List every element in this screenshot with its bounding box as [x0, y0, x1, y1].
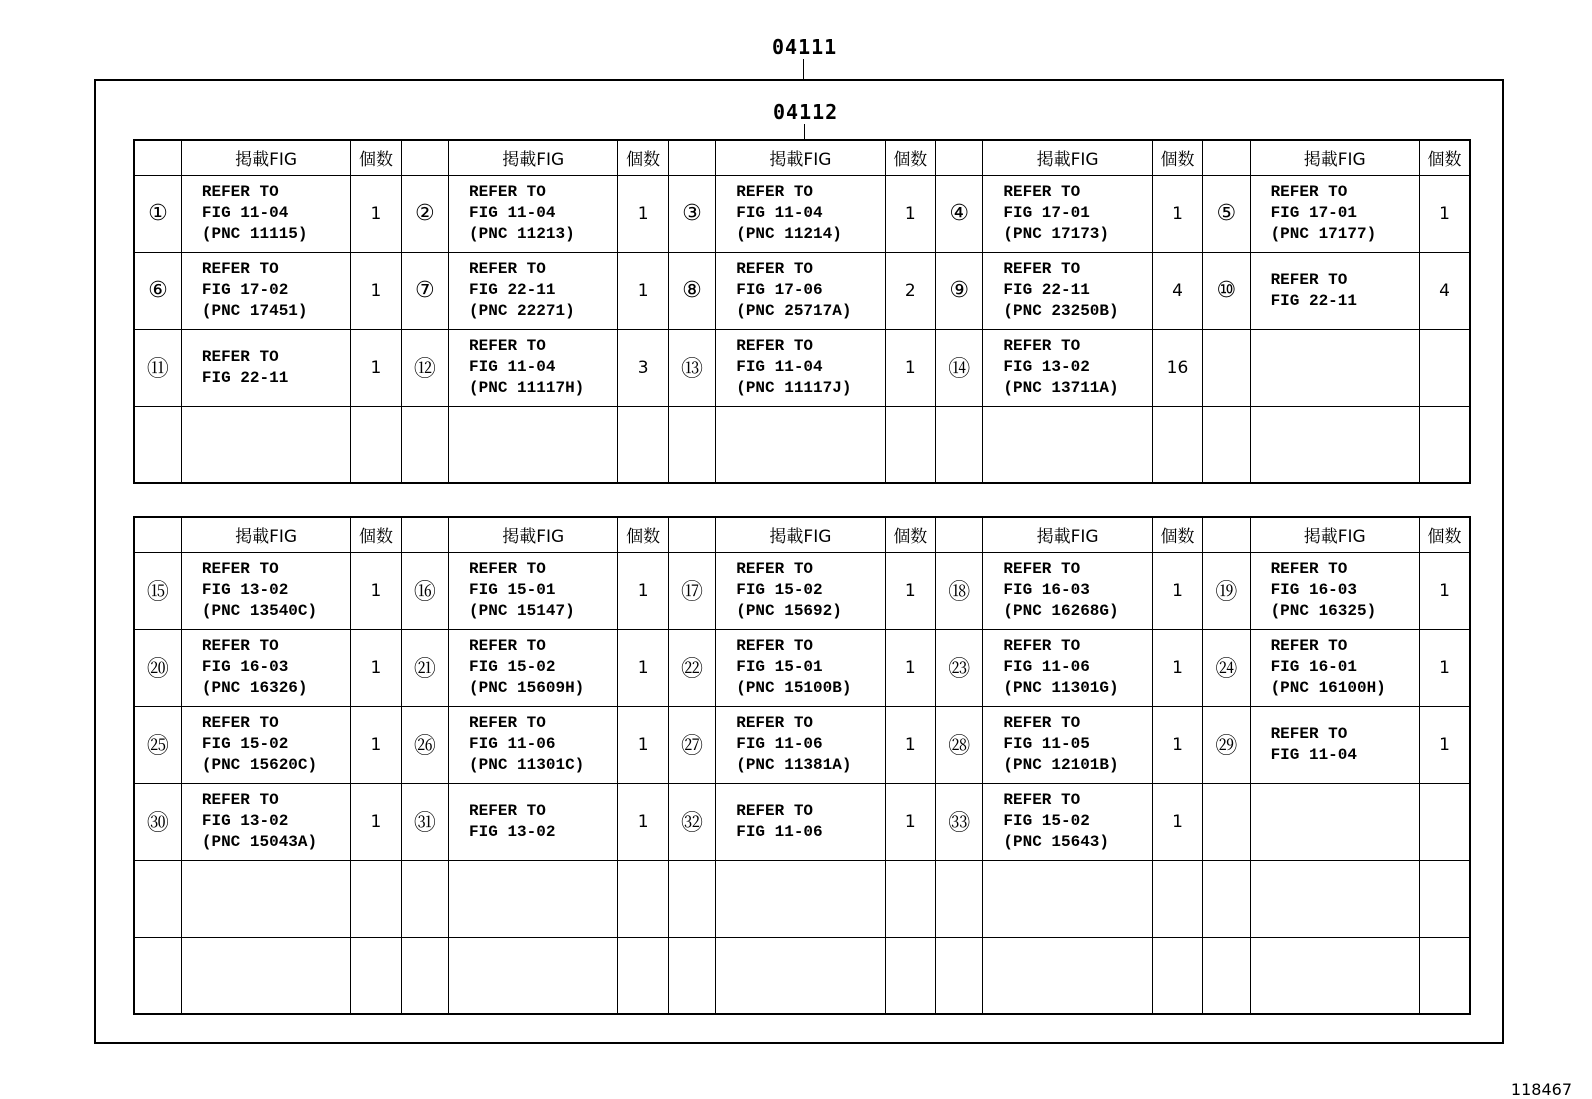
- item-number: ⑩: [1203, 252, 1250, 329]
- quantity: 1: [351, 629, 401, 706]
- fig-reference: [181, 937, 350, 1014]
- fig-reference: REFER TO FIG 15-02 (PNC 15692): [716, 552, 885, 629]
- quantity: 1: [885, 706, 935, 783]
- item-number: [936, 406, 983, 483]
- quantity: [1419, 783, 1470, 860]
- fig-reference: REFER TO FIG 13-02 (PNC 13711A): [983, 329, 1152, 406]
- quantity: 1: [618, 552, 668, 629]
- item-number: [668, 406, 715, 483]
- item-number: ⑮: [134, 552, 181, 629]
- quantity: [1419, 406, 1470, 483]
- fig-reference: [716, 860, 885, 937]
- quantity: [351, 860, 401, 937]
- header-num-cell: [134, 517, 181, 552]
- quantity: 3: [618, 329, 668, 406]
- inner-leader-line: [804, 124, 805, 140]
- quantity: 1: [618, 175, 668, 252]
- item-number: ㉖: [401, 706, 448, 783]
- item-number: ㉑: [401, 629, 448, 706]
- quantity: 1: [618, 629, 668, 706]
- fig-reference: [1250, 783, 1419, 860]
- fig-reference: [449, 406, 618, 483]
- item-number: [134, 406, 181, 483]
- fig-reference: [716, 406, 885, 483]
- header-qty-cell: 個数: [1419, 140, 1470, 175]
- table-row: [134, 783, 1470, 860]
- quantity: 1: [1419, 552, 1470, 629]
- item-number: ㉗: [668, 706, 715, 783]
- quantity: 1: [618, 783, 668, 860]
- table-row: [134, 175, 1470, 252]
- fig-reference: REFER TO FIG 17-01 (PNC 17177): [1250, 175, 1419, 252]
- quantity: 1: [618, 706, 668, 783]
- table-row: [134, 706, 1470, 783]
- quantity: [1152, 937, 1202, 1014]
- header-qty-cell: 個数: [618, 140, 668, 175]
- fig-reference: REFER TO FIG 17-01 (PNC 17173): [983, 175, 1152, 252]
- fig-reference: REFER TO FIG 15-02 (PNC 15620C): [181, 706, 350, 783]
- fig-reference: [983, 937, 1152, 1014]
- item-number: ㉘: [936, 706, 983, 783]
- header-num-cell: [1203, 140, 1250, 175]
- fig-reference: REFER TO FIG 17-02 (PNC 17451): [181, 252, 350, 329]
- item-number: ⑥: [134, 252, 181, 329]
- item-number: [668, 860, 715, 937]
- item-number: ⑭: [936, 329, 983, 406]
- fig-reference: REFER TO FIG 11-06 (PNC 11301C): [449, 706, 618, 783]
- page-id: 118467: [1510, 1080, 1572, 1099]
- item-number: [134, 860, 181, 937]
- header-qty-cell: 個数: [1152, 517, 1202, 552]
- header-num-cell: [401, 140, 448, 175]
- item-number: ②: [401, 175, 448, 252]
- item-number: ㉕: [134, 706, 181, 783]
- item-number: ⑧: [668, 252, 715, 329]
- header-num-cell: [668, 140, 715, 175]
- item-number: ㉜: [668, 783, 715, 860]
- fig-reference: REFER TO FIG 13-02: [449, 783, 618, 860]
- item-number: [1203, 860, 1250, 937]
- quantity: [351, 406, 401, 483]
- fig-reference: REFER TO FIG 15-01 (PNC 15147): [449, 552, 618, 629]
- table-row: [134, 552, 1470, 629]
- fig-reference: [716, 937, 885, 1014]
- fig-reference: REFER TO FIG 11-06 (PNC 11301G): [983, 629, 1152, 706]
- quantity: [1419, 860, 1470, 937]
- quantity: [1152, 860, 1202, 937]
- quantity: 1: [885, 552, 935, 629]
- fig-reference: REFER TO FIG 16-01 (PNC 16100H): [1250, 629, 1419, 706]
- header-num-cell: [936, 140, 983, 175]
- fig-reference: REFER TO FIG 11-04 (PNC 11214): [716, 175, 885, 252]
- item-number: [1203, 406, 1250, 483]
- item-number: ㉛: [401, 783, 448, 860]
- item-number: [668, 937, 715, 1014]
- header-qty-cell: 個数: [351, 517, 401, 552]
- header-fig-cell: 掲載FIG: [181, 140, 350, 175]
- quantity: 4: [1419, 252, 1470, 329]
- item-number: [401, 937, 448, 1014]
- item-number: ㉔: [1203, 629, 1250, 706]
- fig-reference: REFER TO FIG 11-05 (PNC 12101B): [983, 706, 1152, 783]
- inner-code-label: 04112: [773, 100, 839, 124]
- table-row: [134, 252, 1470, 329]
- fig-reference: REFER TO FIG 13-02 (PNC 15043A): [181, 783, 350, 860]
- quantity: 1: [1152, 706, 1202, 783]
- fig-reference: REFER TO FIG 15-02 (PNC 15643): [983, 783, 1152, 860]
- quantity: [1419, 937, 1470, 1014]
- fig-reference: REFER TO FIG 11-04 (PNC 11115): [181, 175, 350, 252]
- quantity: 1: [1152, 175, 1202, 252]
- header-qty-cell: 個数: [885, 517, 935, 552]
- quantity: [618, 860, 668, 937]
- fig-reference: REFER TO FIG 15-01 (PNC 15100B): [716, 629, 885, 706]
- header-fig-cell: 掲載FIG: [449, 140, 618, 175]
- quantity: 1: [351, 706, 401, 783]
- item-number: ㉝: [936, 783, 983, 860]
- fig-reference: [1250, 860, 1419, 937]
- header-num-cell: [134, 140, 181, 175]
- quantity: [618, 937, 668, 1014]
- quantity: 1: [618, 252, 668, 329]
- fig-reference: REFER TO FIG 11-04 (PNC 11213): [449, 175, 618, 252]
- item-number: ⑬: [668, 329, 715, 406]
- header-fig-cell: 掲載FIG: [181, 517, 350, 552]
- quantity: 16: [1152, 329, 1202, 406]
- quantity: 1: [351, 252, 401, 329]
- item-number: ⑰: [668, 552, 715, 629]
- header-qty-cell: 個数: [1152, 140, 1202, 175]
- table-row: [134, 629, 1470, 706]
- quantity: 1: [1152, 629, 1202, 706]
- quantity: [885, 406, 935, 483]
- item-number: [936, 860, 983, 937]
- fig-reference: REFER TO FIG 16-03 (PNC 16326): [181, 629, 350, 706]
- fig-reference: [181, 860, 350, 937]
- quantity: 2: [885, 252, 935, 329]
- quantity: [351, 937, 401, 1014]
- fig-reference: REFER TO FIG 11-04 (PNC 11117H): [449, 329, 618, 406]
- fig-reference: REFER TO FIG 17-06 (PNC 25717A): [716, 252, 885, 329]
- item-number: ㉒: [668, 629, 715, 706]
- item-number: [134, 937, 181, 1014]
- quantity: 1: [1419, 629, 1470, 706]
- quantity: 1: [1419, 706, 1470, 783]
- fig-reference: REFER TO FIG 13-02 (PNC 13540C): [181, 552, 350, 629]
- header-fig-cell: 掲載FIG: [716, 517, 885, 552]
- quantity: [618, 406, 668, 483]
- header-num-cell: [668, 517, 715, 552]
- header-fig-cell: 掲載FIG: [1250, 140, 1419, 175]
- parts-table-1: [133, 139, 1471, 484]
- header-row: [134, 140, 1470, 175]
- quantity: 4: [1152, 252, 1202, 329]
- header-fig-cell: 掲載FIG: [716, 140, 885, 175]
- item-number: [1203, 783, 1250, 860]
- fig-reference: REFER TO FIG 16-03 (PNC 16268G): [983, 552, 1152, 629]
- item-number: ①: [134, 175, 181, 252]
- fig-reference: REFER TO FIG 15-02 (PNC 15609H): [449, 629, 618, 706]
- quantity: 1: [351, 552, 401, 629]
- item-number: ⑳: [134, 629, 181, 706]
- header-num-cell: [401, 517, 448, 552]
- item-number: ⑤: [1203, 175, 1250, 252]
- item-number: ⑲: [1203, 552, 1250, 629]
- quantity: 1: [1152, 552, 1202, 629]
- quantity: [1152, 406, 1202, 483]
- fig-reference: REFER TO FIG 11-06: [716, 783, 885, 860]
- fig-reference: [1250, 329, 1419, 406]
- item-number: ㉓: [936, 629, 983, 706]
- quantity: 1: [351, 783, 401, 860]
- header-fig-cell: 掲載FIG: [983, 140, 1152, 175]
- item-number: ⑦: [401, 252, 448, 329]
- fig-reference: [449, 860, 618, 937]
- fig-reference: REFER TO FIG 16-03 (PNC 16325): [1250, 552, 1419, 629]
- fig-reference: [1250, 937, 1419, 1014]
- header-num-cell: [1203, 517, 1250, 552]
- fig-reference: [181, 406, 350, 483]
- quantity: 1: [351, 175, 401, 252]
- fig-reference: [1250, 406, 1419, 483]
- table-row: [134, 860, 1470, 937]
- quantity: 1: [1419, 175, 1470, 252]
- item-number: ③: [668, 175, 715, 252]
- parts-table-2: [133, 516, 1471, 1015]
- outer-code-label: 04111: [772, 35, 838, 59]
- outer-leader-line: [803, 59, 804, 79]
- item-number: [1203, 329, 1250, 406]
- header-qty-cell: 個数: [1419, 517, 1470, 552]
- item-number: ④: [936, 175, 983, 252]
- table-row: [134, 937, 1470, 1014]
- item-number: [1203, 937, 1250, 1014]
- item-number: ⑱: [936, 552, 983, 629]
- item-number: [401, 406, 448, 483]
- fig-reference: REFER TO FIG 11-04: [1250, 706, 1419, 783]
- header-fig-cell: 掲載FIG: [1250, 517, 1419, 552]
- quantity: [1419, 329, 1470, 406]
- header-qty-cell: 個数: [885, 140, 935, 175]
- fig-reference: REFER TO FIG 11-06 (PNC 11381A): [716, 706, 885, 783]
- quantity: 1: [885, 329, 935, 406]
- item-number: [936, 937, 983, 1014]
- item-number: ㉚: [134, 783, 181, 860]
- header-qty-cell: 個数: [351, 140, 401, 175]
- item-number: ⑯: [401, 552, 448, 629]
- item-number: ⑪: [134, 329, 181, 406]
- item-number: ㉙: [1203, 706, 1250, 783]
- fig-reference: [983, 406, 1152, 483]
- fig-reference: REFER TO FIG 22-11: [1250, 252, 1419, 329]
- fig-reference: [449, 937, 618, 1014]
- item-number: ⑫: [401, 329, 448, 406]
- quantity: 1: [351, 329, 401, 406]
- quantity: 1: [1152, 783, 1202, 860]
- fig-reference: REFER TO FIG 22-11 (PNC 23250B): [983, 252, 1152, 329]
- table-row: [134, 329, 1470, 406]
- table-row: [134, 406, 1470, 483]
- quantity: 1: [885, 629, 935, 706]
- quantity: [885, 937, 935, 1014]
- quantity: [885, 860, 935, 937]
- item-number: [401, 860, 448, 937]
- header-fig-cell: 掲載FIG: [983, 517, 1152, 552]
- fig-reference: REFER TO FIG 22-11: [181, 329, 350, 406]
- quantity: 1: [885, 783, 935, 860]
- fig-reference: [983, 860, 1152, 937]
- header-row: [134, 517, 1470, 552]
- header-qty-cell: 個数: [618, 517, 668, 552]
- header-num-cell: [936, 517, 983, 552]
- fig-reference: REFER TO FIG 22-11 (PNC 22271): [449, 252, 618, 329]
- item-number: ⑨: [936, 252, 983, 329]
- header-fig-cell: 掲載FIG: [449, 517, 618, 552]
- fig-reference: REFER TO FIG 11-04 (PNC 11117J): [716, 329, 885, 406]
- quantity: 1: [885, 175, 935, 252]
